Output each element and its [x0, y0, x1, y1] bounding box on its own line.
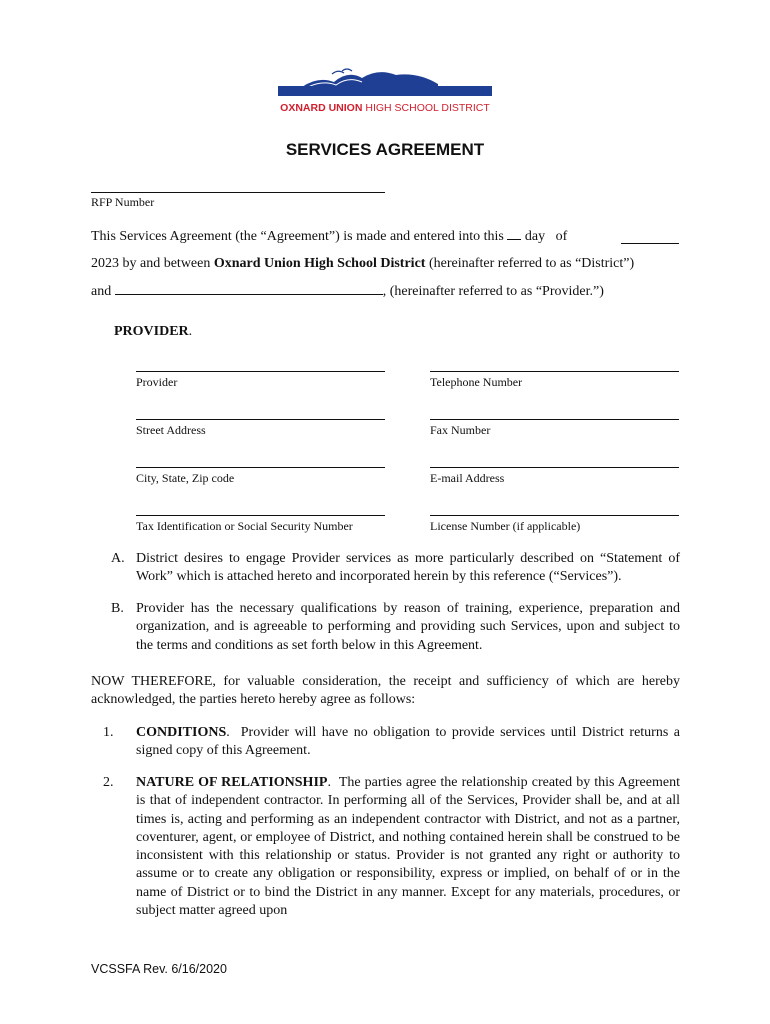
field-label: Fax Number: [430, 423, 491, 437]
provider-line[interactable]: [136, 371, 385, 372]
tax-id-line[interactable]: [136, 515, 385, 516]
section-nature-of-relationship: NATURE OF RELATIONSHIP. The parties agree the relationship created by this Agreement is that of independent contractor. In performing all of the Services, Provider shall be, and at all times is, acting and performing as an independent contractor with District, and not as a partner, coventurer, agent, or employee of District, and nothing contained herein shall be construed to be inconsistent with this relationship or status. Provider is not granted any right or authority to assume or to create any obligation or responsibility, express or implied, on behalf of or in the name of District or to bind the District in any manner. Except for any materials, procedures, or subject matter agreed upon: [136, 775, 680, 919]
recital-letter: B.: [111, 601, 124, 616]
rfp-number-label: RFP Number: [91, 195, 155, 209]
field-label: Provider: [136, 375, 178, 389]
license-line[interactable]: [430, 515, 679, 516]
now-therefore-paragraph: NOW THEREFORE, for valuable consideration, the receipt and sufficiency of which are hereby acknowledged, the parties hereto hereby agree as follows:: [91, 674, 680, 708]
page-title: SERVICES AGREEMENT: [285, 140, 485, 159]
rfp-number-line: [91, 192, 385, 193]
intro-line-2: 2023 by and between Oxnard Union High School District (hereinafter referred to as “District”): [91, 256, 635, 271]
district-name: OXNARD UNION HIGH SCHOOL DISTRICT: [280, 102, 490, 114]
telephone-line[interactable]: [430, 371, 679, 372]
city-state-zip-line[interactable]: [136, 467, 385, 468]
section-number: 2.: [103, 775, 114, 790]
recital-text: Provider has the necessary qualifications by reason of training, experience, preparation and organization, and is agreeable to performing and providing such Services, upon and subject to the terms and conditions as set forth below in this Agreement.: [136, 601, 680, 653]
recital-text: District desires to engage Provider services as more particularly described on “Statement of Work” which is attached hereto and incorporated herein by this reference (“Services”).: [136, 551, 680, 585]
provider-name-blank[interactable]: [115, 294, 383, 295]
field-label: Tax Identification or Social Security Number: [136, 519, 353, 533]
field-label: E-mail Address: [430, 471, 505, 485]
intro-line-3: and , (hereinafter referred to as “Provider.”): [91, 284, 604, 299]
district-logo: [278, 62, 492, 118]
day-blank[interactable]: [507, 239, 521, 240]
month-blank[interactable]: [621, 243, 679, 244]
section-number: 1.: [103, 725, 114, 740]
field-label: Telephone Number: [430, 375, 523, 389]
field-label: License Number (if applicable): [430, 519, 581, 533]
revision-footer: VCSSFA Rev. 6/16/2020: [91, 962, 227, 976]
fax-line[interactable]: [430, 419, 679, 420]
email-line[interactable]: [430, 467, 679, 468]
recital-letter: A.: [111, 551, 125, 566]
field-label: City, State, Zip code: [136, 471, 235, 485]
field-label: Street Address: [136, 423, 206, 437]
intro-line-1: This Services Agreement (the “Agreement”) is made and entered into this day of: [91, 229, 568, 244]
section-conditions: CONDITIONS. Provider will have no obligation to provide services until District returns a signed copy of this Agreement.: [136, 725, 680, 759]
sun-wave-logo-icon: [278, 62, 492, 102]
provider-heading: PROVIDER.: [114, 324, 193, 339]
street-address-line[interactable]: [136, 419, 385, 420]
